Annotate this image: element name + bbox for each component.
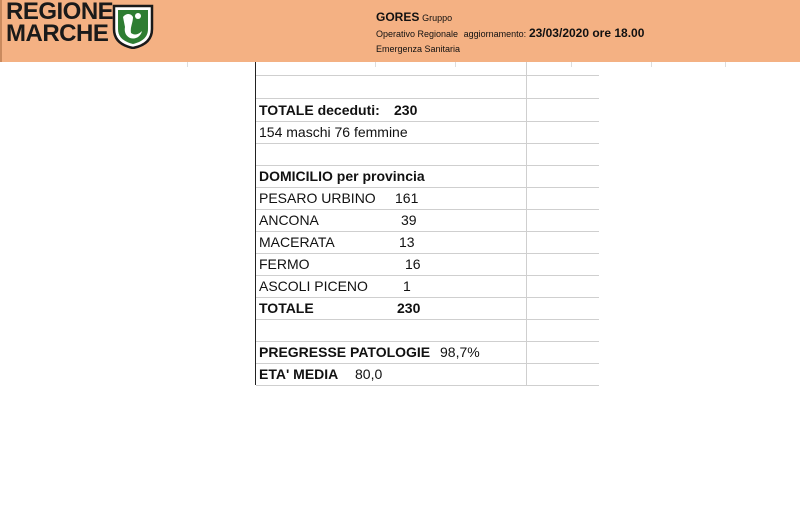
grid-tick	[187, 62, 188, 67]
aggiornamento-label: aggiornamento:	[463, 29, 527, 39]
regione-marche-logo	[6, 1, 156, 55]
table-row-totale	[256, 297, 599, 320]
table-row-provincia	[256, 209, 599, 232]
provincia-name: ASCOLI PICENO	[259, 278, 368, 294]
gores-title: GORES	[376, 10, 420, 24]
regione-marche-emblem-icon	[111, 3, 155, 49]
grid-tick	[651, 62, 652, 67]
table-row-empty	[256, 76, 599, 99]
table-row-empty	[256, 319, 599, 342]
provincia-name: FERMO	[259, 256, 310, 272]
patologie-label: PREGRESSE PATOLOGIE	[259, 344, 431, 360]
aggiornamento-date: 23/03/2020 ore 18.00	[528, 26, 645, 40]
provincia-value: 13	[399, 234, 415, 250]
operativo-label: Operativo Regionale	[376, 29, 459, 39]
grid-tick	[725, 62, 726, 67]
table-row-eta-media	[256, 363, 599, 386]
domicilio-title: DOMICILIO per provincia	[259, 168, 425, 184]
table-row-sesso	[256, 121, 599, 144]
table-row-provincia	[256, 187, 599, 210]
totale-label: TOTALE	[259, 300, 314, 316]
table-row-empty	[256, 62, 599, 76]
header-band	[0, 0, 800, 62]
gruppo-label: Gruppo	[422, 13, 453, 23]
emergenza-label: Emergenza Sanitaria	[376, 44, 461, 54]
eta-media-value: 80,0	[355, 366, 383, 382]
table-row-patologie	[256, 341, 599, 364]
table-row-provincia	[256, 253, 599, 276]
table-row-provincia	[256, 231, 599, 254]
logo-text	[6, 1, 113, 45]
table-row-totale-deceduti	[256, 99, 599, 122]
eta-media-label: ETA' MEDIA	[259, 366, 339, 382]
provincia-name: MACERATA	[259, 234, 335, 250]
totale-value: 230	[397, 300, 421, 316]
sesso-breakdown: 154 maschi 76 femmine	[259, 124, 408, 140]
patologie-value: 98,7%	[440, 344, 480, 360]
provincia-value: 1	[403, 278, 411, 294]
spreadsheet-excerpt	[0, 62, 800, 392]
provincia-value: 161	[395, 190, 419, 206]
provincia-value: 39	[401, 212, 417, 228]
logo-line-2: MARCHE	[6, 20, 109, 47]
header-info	[376, 10, 644, 57]
logo-line-1: REGIONE	[6, 0, 114, 25]
left-edge-line	[0, 0, 2, 62]
table-row-provincia	[256, 275, 599, 298]
totale-deceduti-label: TOTALE deceduti:	[259, 102, 380, 118]
provincia-name: ANCONA	[259, 212, 319, 228]
table-row-domicilio	[256, 165, 599, 188]
provincia-value: 16	[405, 256, 421, 272]
table-row-empty	[256, 143, 599, 166]
totale-deceduti-value: 230	[394, 102, 418, 118]
provincia-name: PESARO URBINO	[259, 190, 376, 206]
